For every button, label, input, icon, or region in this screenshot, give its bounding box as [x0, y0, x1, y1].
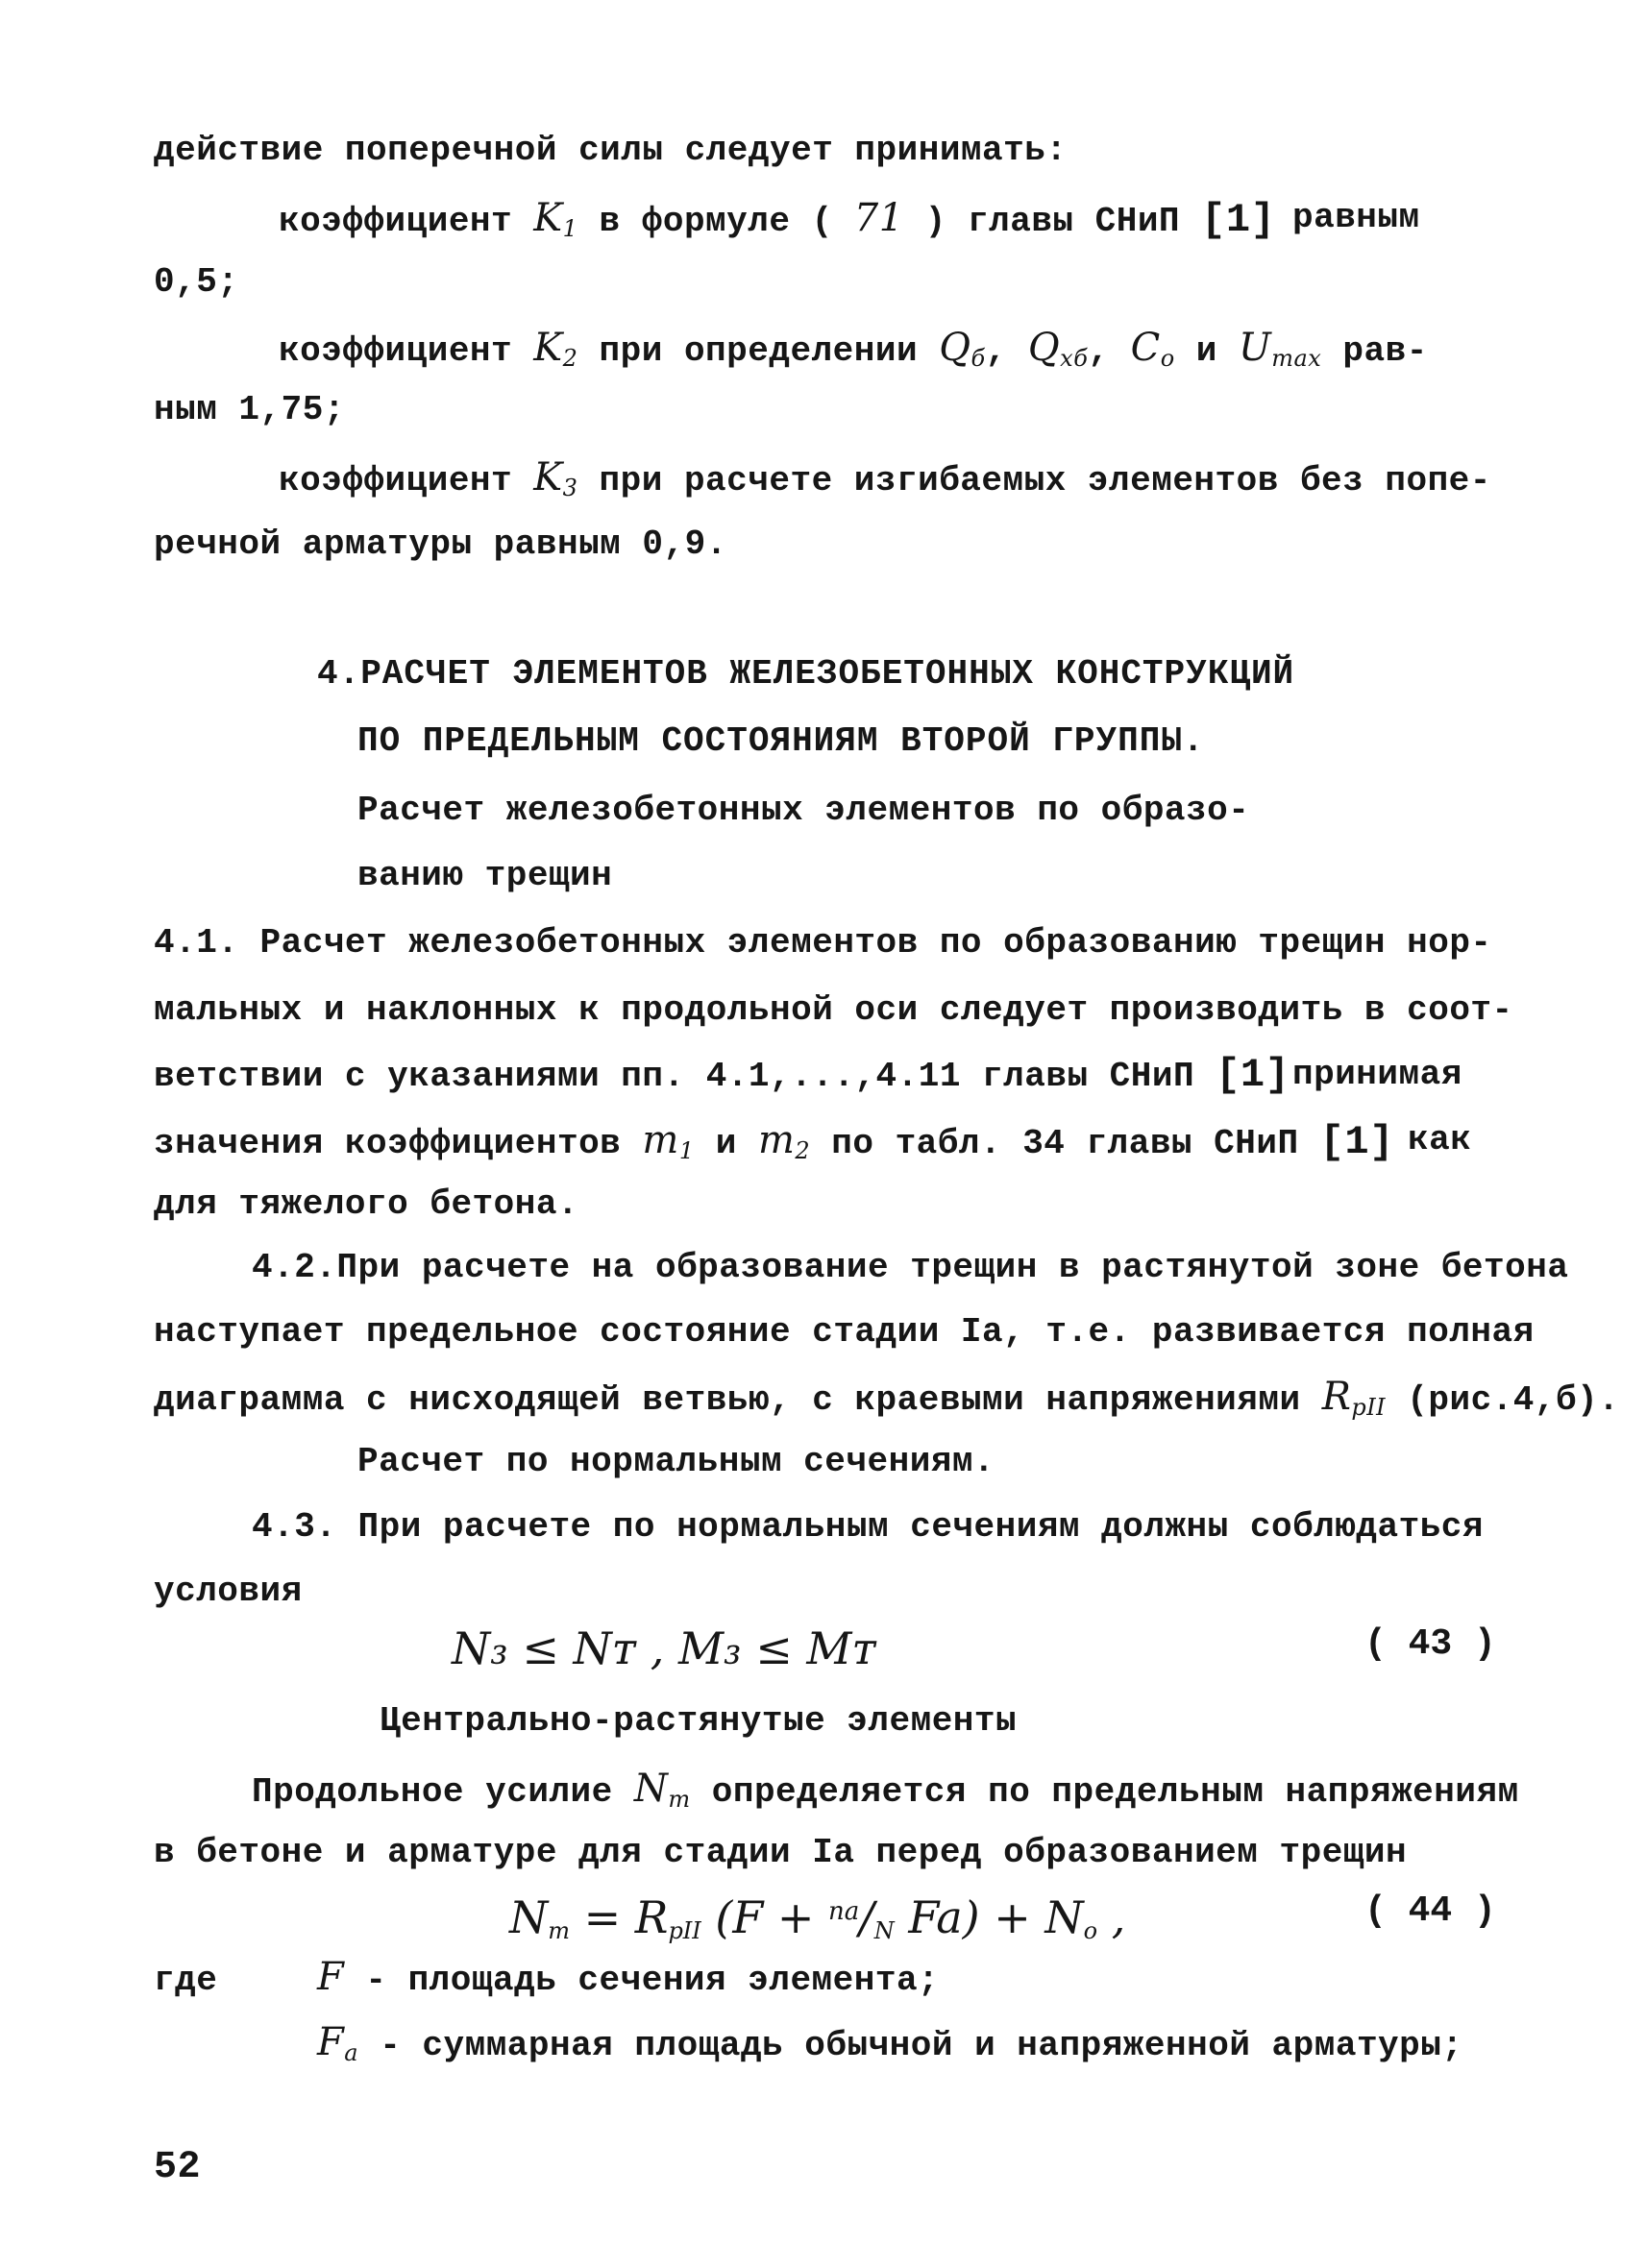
citation: [1]	[1201, 197, 1276, 243]
math-symbol: $K_1$	[533, 196, 578, 242]
text-line: 0,5;	[154, 262, 239, 302]
text-fragment: - суммарная площадь обычной и напряженной арматуры;	[380, 2026, 1463, 2065]
text-line: коэффициент $K_2$ при определении $Q_б$, $Q_{xб}$, $C_o$ и $U_{max}$ рав-	[279, 326, 1428, 372]
text-line: в бетоне и арматуре для стадии Iа перед образованием трещин	[154, 1833, 1408, 1872]
text-fragment: определяется по предельным напряжениям	[711, 1772, 1519, 1812]
equation-44: $N_т = R_{pII}$ ($F + ^{na}/_N$ $Fa) + N_o$ ,	[509, 1891, 1126, 1944]
where-label: где	[154, 1961, 218, 2000]
text-fragment: (рис.4,б).	[1407, 1380, 1620, 1420]
page-number: 52	[154, 2146, 202, 2189]
section-heading: 4.РАСЧЕТ ЭЛЕМЕНТОВ ЖЕЛЕЗОБЕТОННЫХ КОНСТРУКЦИЙ	[317, 654, 1295, 694]
text-fragment: и	[715, 1124, 737, 1163]
math-symbol: $m_2$	[757, 1118, 811, 1164]
citation: [1]	[1216, 1052, 1290, 1098]
text-fragment: коэффициент	[279, 461, 513, 500]
text-line: действие поперечной силы следует принимать:	[154, 131, 1068, 170]
text-fragment: при определении	[599, 331, 919, 371]
text-line	[154, 1054, 1290, 1098]
text-line: условия	[154, 1572, 303, 1611]
math-symbol: $K_3$	[533, 455, 578, 501]
definition-line	[317, 1956, 939, 2002]
text-fragment: ветствии с указаниями пп. 4.1,...,4.11 главы СНиП	[154, 1057, 1195, 1096]
math-symbol: $F_a$	[317, 2020, 359, 2066]
text-fragment: диаграмма с нисходящей ветвью, с краевыми напряжениями	[154, 1380, 1301, 1420]
text-line	[279, 197, 1275, 250]
text-line: 4.1. Расчет железобетонных элементов по образованию трещин нор-	[154, 923, 1492, 963]
text-fragment: Продольное усилие	[252, 1772, 613, 1812]
math-symbol: F	[317, 1955, 345, 1999]
text-fragment: по табл. 34 главы СНиП	[831, 1124, 1299, 1163]
text-line: наступает предельное состояние стадии Iа, т.е. развивается полная	[154, 1312, 1535, 1352]
text-line: 4.2.При расчете на образование трещин в растянутой зоне бетона	[252, 1248, 1569, 1287]
subsection-heading: Расчет по нормальным сечениям.	[357, 1442, 995, 1481]
subsection-heading: ванию трещин	[357, 856, 613, 895]
text-line: речной арматуры равным 0,9.	[154, 524, 727, 564]
math-symbol: $U_{max}$	[1238, 326, 1322, 372]
text-fragment: как	[1408, 1120, 1472, 1159]
subsection-heading: Расчет железобетонных элементов по образо-	[357, 791, 1250, 830]
math-symbol: $K_2$	[533, 326, 578, 372]
text-fragment: в формуле (	[599, 202, 833, 241]
text-fragment: - площадь сечения элемента;	[365, 1961, 940, 2000]
text-line	[154, 1119, 1394, 1172]
math-symbol: $m_1$	[642, 1118, 695, 1164]
text-line: для тяжелого бетона.	[154, 1184, 579, 1224]
text-line: ным 1,75;	[154, 390, 345, 429]
equation-number: ( 44 )	[1364, 1890, 1496, 1932]
text-fragment: принимая	[1292, 1055, 1462, 1094]
math-symbol: $R_{pII}$	[1321, 1375, 1387, 1421]
math-symbol: $N_т$	[633, 1767, 691, 1813]
formula-reference: 71	[853, 196, 904, 240]
text-line: мальных и наклонных к продольной оси следует производить в соот-	[154, 990, 1513, 1030]
citation: [1]	[1319, 1119, 1394, 1165]
equation-43: N₃ ≤ Nᴛ , M₃ ≤ Mᴛ	[452, 1622, 876, 1674]
text-fragment: при расчете изгибаемых элементов без попе-	[599, 461, 1491, 500]
text-line: 4.3. При расчете по нормальным сечениям должны соблюдаться	[252, 1507, 1485, 1547]
math-symbol: $Q_{xб}$	[1027, 326, 1089, 372]
math-symbol: $Q_б$	[939, 326, 986, 372]
text-fragment: равным	[1292, 198, 1420, 237]
subsection-heading: Центрально-растянутые элементы	[380, 1701, 1018, 1741]
text-fragment: значения коэффициентов	[154, 1124, 622, 1163]
text-fragment: коэффициент	[279, 202, 513, 241]
text-line	[252, 1768, 1519, 1820]
equation-number: ( 43 )	[1364, 1623, 1496, 1665]
text-fragment: коэффициент	[279, 331, 513, 371]
section-heading: ПО ПРЕДЕЛЬНЫМ СОСТОЯНИЯМ ВТОРОЙ ГРУППЫ.	[357, 721, 1205, 761]
definition-line	[317, 2021, 1462, 2074]
text-line	[279, 456, 1491, 509]
text-fragment: и	[1195, 331, 1217, 371]
text-fragment: ) главы СНиП	[924, 202, 1181, 241]
math-symbol: $C_o$	[1130, 326, 1175, 372]
text-line	[154, 1376, 1619, 1428]
text-fragment: рав-	[1342, 331, 1428, 371]
